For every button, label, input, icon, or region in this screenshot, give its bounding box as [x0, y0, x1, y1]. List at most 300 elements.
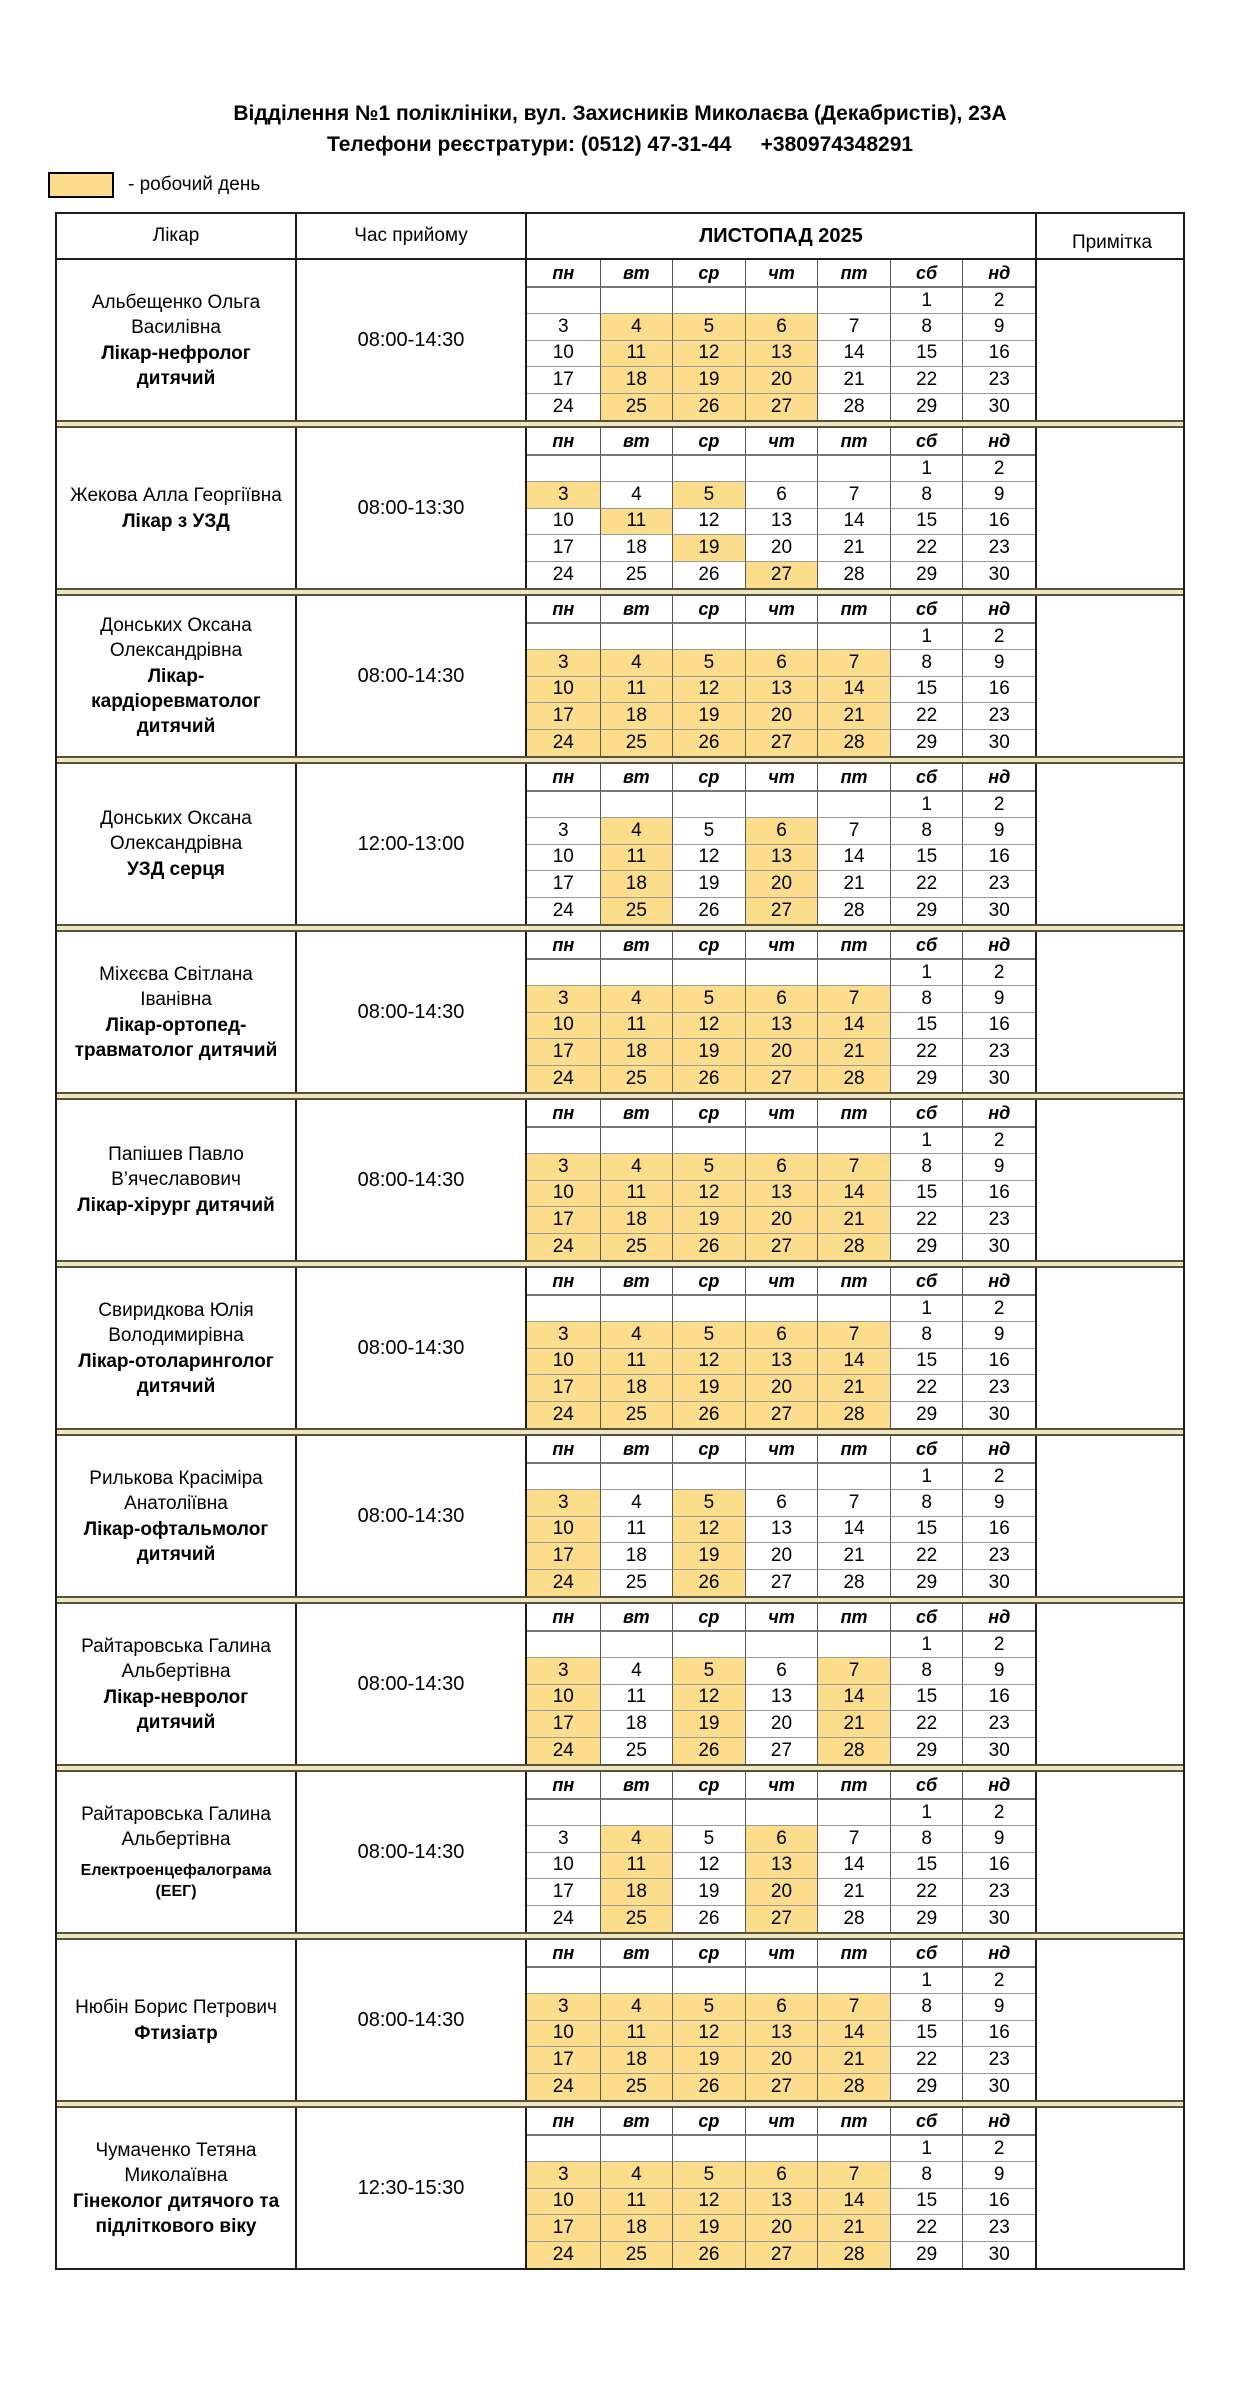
calendar-day: 25 [600, 394, 673, 420]
weekday-header: ср [672, 1268, 745, 1296]
calendar-day: 19 [672, 1879, 745, 1905]
weekday-header: пт [817, 932, 890, 960]
calendar-day [672, 624, 745, 650]
calendar-day: 24 [552, 395, 574, 417]
calendar-day: 2 [962, 624, 1035, 650]
calendar-day: 10 [527, 1181, 600, 1207]
calendar-day [745, 1464, 818, 1490]
calendar-day: 12 [672, 1349, 745, 1375]
calendar-day: 16 [962, 2189, 1035, 2215]
calendar-day: 28 [817, 1234, 890, 1260]
weekday-header: ср [672, 932, 745, 960]
calendar-day: 5 [672, 314, 745, 340]
calendar-day: 7 [817, 1994, 890, 2020]
schedule-table [55, 212, 1185, 2270]
calendar-day: 25 [600, 1738, 673, 1764]
calendar-day: 3 [527, 1490, 600, 1516]
doctor-cell [57, 1940, 297, 2100]
doctor-name: Райтаровська Галина Альбертівна [81, 1804, 271, 1850]
calendar-day: 7 [817, 818, 890, 844]
calendar-day: 21 [817, 1879, 890, 1905]
reception-time: 08:00-14:30 [297, 1268, 527, 1428]
weekday-header: нд [962, 1940, 1035, 1968]
calendar-day: 20 [745, 1879, 818, 1905]
calendar-day: 20 [745, 367, 818, 393]
calendar-day: 15 [890, 1853, 963, 1879]
doctor-cell [57, 428, 297, 588]
calendar-day: 26 [672, 562, 745, 588]
weekday-header: сб [890, 260, 963, 288]
calendar-day: 5 [672, 1154, 745, 1180]
calendar-day: 13 [745, 2189, 818, 2215]
calendar-day: 27 [745, 730, 818, 756]
month-calendar [527, 1772, 1037, 1932]
note-cell [1037, 1268, 1187, 1428]
calendar-day: 25 [600, 1402, 673, 1428]
calendar-day [817, 2136, 890, 2162]
weekday-header: пн [527, 2108, 600, 2136]
calendar-day: 11 [600, 677, 673, 703]
doctor-name: Жекова Алла Георгіївна [70, 484, 282, 506]
calendar-day: 25 [600, 2074, 673, 2100]
calendar-day: 11 [600, 1517, 673, 1543]
calendar-day: 10 [527, 509, 600, 535]
weekday-header: нд [962, 428, 1035, 456]
calendar-day: 26 [672, 730, 745, 756]
calendar-day: 29 [890, 1234, 963, 1260]
doctor-name: Папішев Павло В’ячеславович [108, 1144, 244, 1190]
calendar-day: 4 [600, 818, 673, 844]
weekday-header: пт [817, 1604, 890, 1632]
calendar-day [600, 960, 673, 986]
calendar-day: 1 [890, 288, 963, 314]
calendar-day: 19 [672, 367, 745, 393]
calendar-day: 30 [962, 562, 1035, 588]
doctor-block [57, 1436, 1183, 1596]
note-cell [1037, 1772, 1187, 1932]
doctor-name: Чумаченко Тетяна Миколаївна [95, 2139, 257, 2186]
calendar-day: 19 [672, 703, 745, 729]
doctor-specialty: Електроенцефалограма (ЕЕГ) [80, 1862, 272, 1900]
reception-time: 12:00-13:00 [297, 764, 527, 924]
weekday-header: сб [890, 1772, 963, 1800]
calendar-day [527, 1464, 600, 1490]
calendar-grid [527, 1940, 1035, 2100]
calendar-day: 4 [600, 2162, 673, 2188]
block-separator [57, 420, 1183, 428]
calendar-day: 2 [962, 456, 1035, 482]
calendar-day: 1 [890, 1968, 963, 1994]
calendar-day: 17 [527, 2047, 600, 2073]
weekday-header: пн [527, 1268, 600, 1296]
calendar-day: 7 [817, 1658, 890, 1684]
calendar-day [600, 456, 673, 482]
calendar-day: 30 [962, 394, 1035, 420]
col-header-time: Час прийому [297, 214, 527, 258]
doctor-cell [57, 260, 297, 420]
calendar-day: 23 [962, 2047, 1035, 2073]
calendar-day [745, 1632, 818, 1658]
reception-time: 08:00-14:30 [297, 1772, 527, 1932]
calendar-day: 15 [890, 509, 963, 535]
block-separator [57, 1260, 1183, 1268]
calendar-day: 3 [527, 1322, 600, 1348]
calendar-day: 11 [600, 1853, 673, 1879]
calendar-day: 17 [527, 1039, 600, 1065]
calendar-day: 2 [962, 1968, 1035, 1994]
calendar-day: 18 [600, 1207, 673, 1233]
calendar-day: 24 [527, 2242, 600, 2268]
month-calendar [527, 260, 1037, 420]
calendar-day: 25 [600, 1906, 673, 1932]
calendar-day [745, 288, 818, 314]
weekday-header: сб [890, 932, 963, 960]
calendar-grid [527, 1268, 1035, 1428]
doctor-block [57, 1100, 1183, 1260]
weekday-header: чт [745, 260, 818, 288]
calendar-day: 21 [817, 1375, 890, 1401]
weekday-header: сб [890, 1436, 963, 1464]
calendar-day: 28 [817, 1402, 890, 1428]
reception-time: 08:00-14:30 [297, 1604, 527, 1764]
calendar-day: 28 [817, 1066, 890, 1092]
calendar-day: 17 [527, 703, 600, 729]
block-separator [57, 1428, 1183, 1436]
doctor-specialty: Гінеколог дитячого та підліткового віку [72, 2190, 280, 2237]
note-cell [1037, 428, 1187, 588]
calendar-day: 24 [527, 730, 600, 756]
calendar-day: 21 [817, 871, 890, 897]
weekday-header: чт [745, 2108, 818, 2136]
calendar-day [817, 288, 890, 314]
reception-time: 08:00-14:30 [297, 596, 527, 756]
calendar-day [817, 1296, 890, 1322]
calendar-day: 28 [817, 1738, 890, 1764]
calendar-day: 21 [817, 703, 890, 729]
doctor-block [57, 428, 1183, 588]
calendar-day: 16 [962, 1181, 1035, 1207]
calendar-day: 6 [745, 1994, 818, 2020]
weekday-header: пн [527, 1436, 600, 1464]
weekday-header: нд [962, 260, 1035, 288]
calendar-day: 29 [890, 1906, 963, 1932]
calendar-day: 6 [745, 2162, 818, 2188]
calendar-day: 6 [745, 482, 818, 508]
calendar-day: 13 [745, 677, 818, 703]
calendar-day [745, 1296, 818, 1322]
calendar-day: 29 [890, 730, 963, 756]
weekday-header: чт [745, 1268, 818, 1296]
calendar-day: 7 [817, 1154, 890, 1180]
calendar-day: 5 [672, 2162, 745, 2188]
reception-time: 08:00-14:30 [297, 932, 527, 1092]
calendar-day: 16 [962, 1013, 1035, 1039]
reception-time: 08:00-13:30 [297, 428, 527, 588]
calendar-day: 17 [527, 1879, 600, 1905]
calendar-day: 20 [745, 2215, 818, 2241]
calendar-day: 16 [962, 1349, 1035, 1375]
calendar-day [600, 624, 673, 650]
calendar-day: 18 [600, 1039, 673, 1065]
calendar-day: 26 [672, 898, 745, 924]
calendar-day: 8 [890, 818, 963, 844]
weekday-header: ср [672, 260, 745, 288]
calendar-day: 12 [672, 1181, 745, 1207]
calendar-day: 30 [962, 2242, 1035, 2268]
calendar-day: 6 [745, 1658, 818, 1684]
calendar-day: 8 [890, 314, 963, 340]
calendar-day: 1 [890, 960, 963, 986]
calendar-day: 15 [890, 1685, 963, 1711]
weekday-header: пт [817, 1940, 890, 1968]
calendar-day: 3 [527, 1154, 600, 1180]
calendar-day: 27 [745, 394, 818, 420]
doctor-name: Міхєєва Світлана Іванівна [99, 963, 253, 1010]
calendar-day: 25 [600, 2242, 673, 2268]
calendar-day: 22 [890, 535, 963, 561]
calendar-day: 25 [600, 898, 673, 924]
calendar-day [817, 792, 890, 818]
calendar-day: 14 [817, 341, 890, 367]
weekday-header: вт [600, 1436, 673, 1464]
calendar-day: 11 [600, 1349, 673, 1375]
calendar-day: 20 [745, 535, 818, 561]
doctor-cell [57, 596, 297, 756]
calendar-day: 8 [890, 1658, 963, 1684]
doctor-cell [57, 1772, 297, 1932]
block-separator [57, 588, 1183, 596]
calendar-day [672, 2136, 745, 2162]
calendar-day: 25 [600, 562, 673, 588]
calendar-day: 14 [817, 1181, 890, 1207]
note-cell [1037, 1940, 1187, 2100]
calendar-day [600, 792, 673, 818]
calendar-day: 14 [817, 1013, 890, 1039]
calendar-day: 27 [745, 1402, 818, 1428]
calendar-day [527, 1296, 600, 1322]
calendar-day: 9 [962, 1658, 1035, 1684]
calendar-day: 8 [890, 1490, 963, 1516]
calendar-day: 14 [817, 2189, 890, 2215]
calendar-day: 4 [600, 1826, 673, 1852]
calendar-day [600, 288, 673, 314]
calendar-day [600, 1632, 673, 1658]
calendar-day: 28 [817, 1570, 890, 1596]
calendar-day: 7 [817, 650, 890, 676]
calendar-day: 5 [672, 650, 745, 676]
calendar-day: 22 [890, 1879, 963, 1905]
doctor-block [57, 1940, 1183, 2100]
calendar-day: 12 [672, 509, 745, 535]
calendar-day: 11 [600, 1181, 673, 1207]
note-cell [1037, 1436, 1187, 1596]
calendar-day: 13 [745, 1349, 818, 1375]
calendar-day: 15 [890, 2189, 963, 2215]
calendar-day: 10 [527, 2189, 600, 2215]
calendar-day: 27 [745, 1570, 818, 1596]
calendar-day: 11 [600, 1013, 673, 1039]
calendar-day: 27 [745, 2074, 818, 2100]
calendar-day: 16 [962, 341, 1035, 367]
calendar-day: 8 [890, 986, 963, 1012]
calendar-day: 30 [962, 730, 1035, 756]
calendar-day: 2 [962, 1632, 1035, 1658]
block-separator [57, 1764, 1183, 1772]
calendar-day: 11 [600, 2189, 673, 2215]
weekday-header: ср [672, 764, 745, 792]
calendar-day: 4 [600, 1994, 673, 2020]
calendar-day: 7 [817, 986, 890, 1012]
calendar-day: 2 [962, 792, 1035, 818]
calendar-day: 7 [817, 482, 890, 508]
calendar-day: 8 [890, 482, 963, 508]
calendar-day: 17 [527, 367, 600, 393]
calendar-day: 27 [745, 1738, 818, 1764]
calendar-day: 5 [672, 482, 745, 508]
calendar-day: 23 [962, 535, 1035, 561]
calendar-day [672, 288, 745, 314]
doctor-specialty: Лікар-офтальмолог дитячий [83, 1518, 269, 1565]
weekday-header: чт [745, 764, 818, 792]
weekday-header: пн [527, 1940, 600, 1968]
calendar-day: 30 [962, 898, 1035, 924]
calendar-day: 30 [962, 1402, 1035, 1428]
calendar-day: 29 [890, 1066, 963, 1092]
calendar-day: 18 [600, 2047, 673, 2073]
calendar-day: 11 [600, 2021, 673, 2047]
calendar-day: 26 [672, 2242, 745, 2268]
doctor-specialty: Лікар-отоларинголог дитячий [78, 1350, 274, 1397]
calendar-day: 11 [600, 1685, 673, 1711]
month-calendar [527, 596, 1037, 756]
calendar-day: 24 [552, 1907, 574, 1929]
calendar-day [527, 456, 600, 482]
calendar-day: 1 [890, 1296, 963, 1322]
calendar-day: 12 [672, 1853, 745, 1879]
calendar-day: 7 [817, 1826, 890, 1852]
calendar-grid [527, 1604, 1035, 1764]
month-calendar [527, 1268, 1037, 1428]
calendar-day [672, 1128, 745, 1154]
calendar-day: 18 [600, 1375, 673, 1401]
block-separator [57, 1932, 1183, 1940]
calendar-day: 9 [962, 1826, 1035, 1852]
calendar-day: 29 [890, 2074, 963, 2100]
calendar-grid [527, 428, 1035, 588]
weekday-header: вт [600, 1940, 673, 1968]
calendar-day: 19 [672, 1711, 745, 1737]
calendar-day: 6 [745, 650, 818, 676]
doctor-block [57, 1604, 1183, 1764]
calendar-day: 15 [890, 2021, 963, 2047]
workday-legend-swatch [48, 172, 114, 198]
calendar-day [527, 1128, 600, 1154]
doctor-block [57, 1772, 1183, 1932]
weekday-header: пт [817, 596, 890, 624]
calendar-grid [527, 2108, 1035, 2268]
calendar-day [527, 792, 600, 818]
calendar-day [600, 1968, 673, 1994]
calendar-day: 26 [672, 2074, 745, 2100]
calendar-day: 20 [745, 1375, 818, 1401]
calendar-day: 7 [817, 1490, 890, 1516]
calendar-day: 9 [962, 314, 1035, 340]
doctor-name: Донських Оксана Олександрівна [100, 615, 252, 661]
calendar-day: 6 [745, 818, 818, 844]
calendar-day: 14 [817, 1685, 890, 1711]
note-cell [1037, 1100, 1187, 1260]
doctor-specialty: Лікар-хірург дитячий [77, 1195, 275, 1216]
doctor-cell [57, 1268, 297, 1428]
calendar-day: 15 [890, 1349, 963, 1375]
calendar-day [817, 1968, 890, 1994]
calendar-day: 22 [890, 871, 963, 897]
calendar-day: 3 [527, 1658, 600, 1684]
calendar-day: 28 [817, 730, 890, 756]
calendar-day: 27 [745, 2242, 818, 2268]
calendar-day: 14 [817, 1853, 890, 1879]
calendar-day: 16 [962, 677, 1035, 703]
calendar-day [672, 456, 745, 482]
calendar-day: 2 [962, 1800, 1035, 1826]
calendar-day: 30 [962, 2074, 1035, 2100]
weekday-header: ср [672, 1436, 745, 1464]
calendar-day [817, 456, 890, 482]
calendar-day: 24 [527, 1738, 600, 1764]
calendar-grid [527, 1100, 1035, 1260]
weekday-header: нд [962, 1268, 1035, 1296]
calendar-day: 26 [672, 1738, 745, 1764]
clinic-title: Відділення №1 поліклініки, вул. Захисників Миколаєва (Декабристів), 23А [233, 102, 1007, 125]
calendar-day [817, 1800, 890, 1826]
calendar-day: 4 [600, 1490, 673, 1516]
calendar-day: 24 [527, 1402, 600, 1428]
calendar-day: 3 [527, 1994, 600, 2020]
calendar-day: 9 [962, 818, 1035, 844]
calendar-day: 17 [527, 535, 600, 561]
calendar-day [527, 1632, 600, 1658]
doctor-cell [57, 1436, 297, 1596]
calendar-day: 18 [600, 1879, 673, 1905]
calendar-day: 9 [962, 2162, 1035, 2188]
calendar-day [745, 792, 818, 818]
calendar-day: 20 [745, 1039, 818, 1065]
note-cell [1037, 596, 1187, 756]
weekday-header: сб [890, 1604, 963, 1632]
calendar-day: 1 [890, 456, 963, 482]
calendar-day: 29 [890, 394, 963, 420]
calendar-day: 12 [672, 677, 745, 703]
calendar-day [745, 624, 818, 650]
weekday-header: пт [817, 1100, 890, 1128]
weekday-header: нд [962, 1772, 1035, 1800]
calendar-day: 6 [745, 1826, 818, 1852]
doctor-name: Свиридкова Юлія Володимирівна [98, 1299, 254, 1346]
reception-time: 08:00-14:30 [297, 260, 527, 420]
weekday-header: сб [890, 596, 963, 624]
calendar-day: 16 [962, 1853, 1035, 1879]
calendar-day: 21 [817, 2047, 890, 2073]
calendar-day: 7 [817, 2162, 890, 2188]
doctor-blocks-container [57, 260, 1183, 2268]
calendar-grid [527, 596, 1035, 756]
doctor-name: Рилькова Красіміра Анатоліївна [89, 1467, 263, 1514]
calendar-day: 26 [672, 1402, 745, 1428]
calendar-day: 14 [817, 1349, 890, 1375]
calendar-day: 20 [745, 1543, 818, 1569]
calendar-day: 10 [527, 1685, 600, 1711]
calendar-day: 4 [600, 314, 673, 340]
